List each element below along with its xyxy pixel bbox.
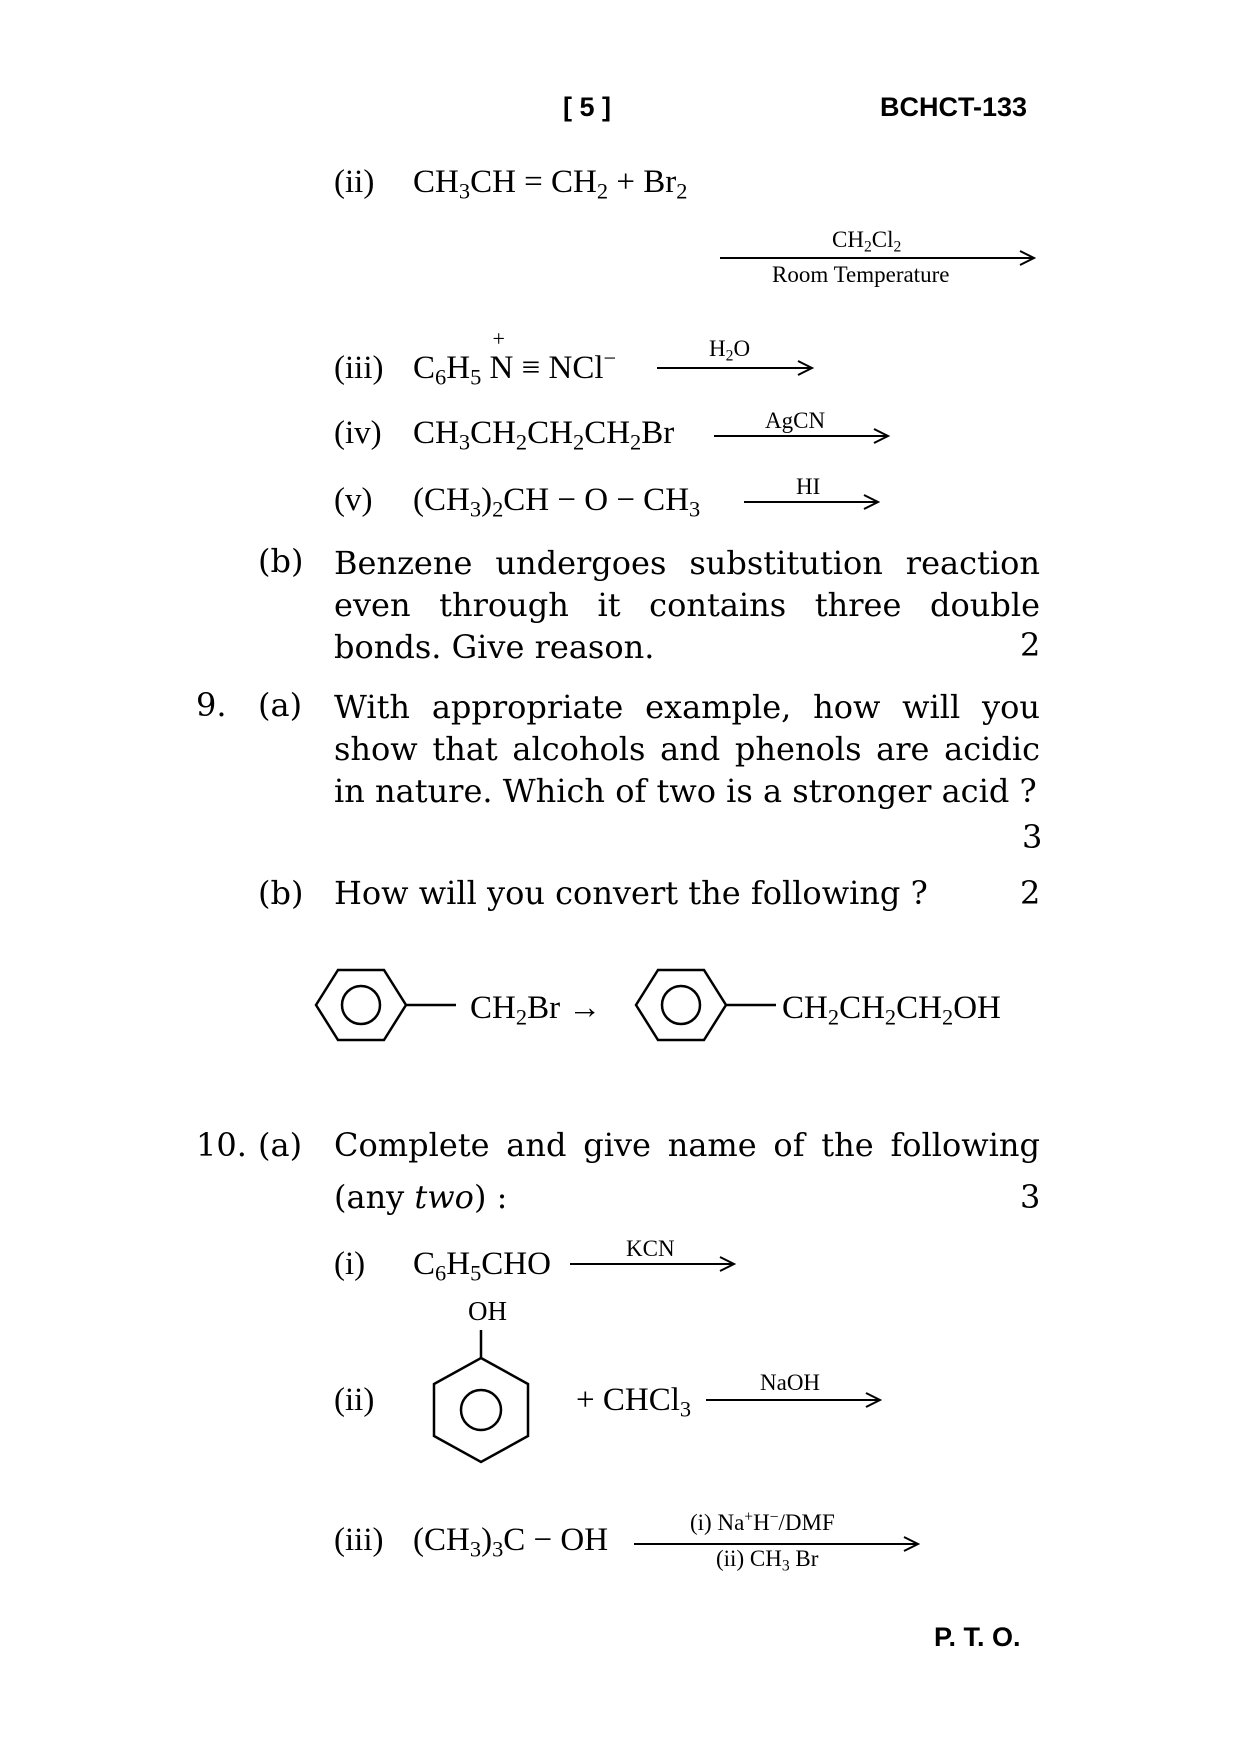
reaction-arrow-icon: [570, 1256, 740, 1272]
q8-iv-reactant: $CH_3CH_2CH_2CH_2Br$: [413, 415, 675, 455]
q10-ii-reagent: + CHCl$_3$: [576, 1382, 692, 1422]
q10-i-label: (i): [334, 1246, 366, 1282]
q10-a-label: (a): [258, 1126, 303, 1164]
q8-iii-condition: $H_2O$: [709, 336, 751, 365]
q8-iv-condition: AgCN: [765, 408, 826, 433]
q10-a-text: Complete and give name of the following: [334, 1126, 1040, 1164]
phenylpropanol-substituent: $CH_2CH_2CH_2OH$: [782, 990, 1001, 1030]
q10-number: 10.: [196, 1126, 247, 1164]
q9-number: 9.: [196, 686, 227, 724]
q10-iii-reactant: $(CH_3)_3C$ − OH: [413, 1522, 609, 1562]
q8-iii-label: (iii): [334, 350, 384, 386]
phenol-ring-icon: [420, 1330, 540, 1470]
q8-v-condition: HI: [796, 474, 821, 499]
q9-b-marks: 2: [1020, 874, 1041, 912]
q10-ii-condition: NaOH: [760, 1370, 821, 1395]
conversion-arrow: →: [568, 990, 602, 1026]
q10-i-condition: KCN: [626, 1236, 675, 1261]
q8-iii-reactant: $C_6H_5$ N + ≡ NCl−: [413, 326, 617, 390]
q8-b-label: (b): [258, 542, 304, 580]
page-number: [ 5 ]: [563, 92, 612, 122]
q8-ii-equation: $CH_3CH = CH_2 + Br_2$: [413, 164, 688, 204]
course-code: BCHCT-133: [880, 92, 1028, 122]
q8-ii-label: (ii): [334, 164, 375, 200]
q8-v-label: (v): [334, 482, 373, 518]
q8-v-reactant: $(CH_3)_2CH - O - CH_3$: [413, 482, 701, 522]
q10-iii-label: (iii): [334, 1522, 384, 1558]
q10-i-reactant: $C_6H_5CHO$: [413, 1246, 551, 1286]
q10-iii-condition-bottom: (ii) $CH_3$ Br: [716, 1546, 819, 1575]
benzyl-bromide-substituent: $CH_2Br$ →: [470, 990, 602, 1030]
q10-a-text-any-two: (any two) :: [334, 1178, 508, 1216]
pto-label: P. T. O.: [934, 1622, 1021, 1652]
phenol-oh-label: OH: [468, 1296, 507, 1326]
q8-ii-condition-top: $CH_2Cl_2$: [832, 227, 902, 256]
benzene-ring-icon: [300, 960, 460, 1050]
q8-ii-condition-bottom: Room Temperature: [772, 262, 950, 287]
reaction-arrow-icon: [714, 428, 894, 444]
q9-a-label: (a): [258, 686, 303, 724]
benzene-ring-icon: [620, 960, 780, 1050]
q10-a-marks: 3: [1020, 1178, 1041, 1216]
q8-b-marks: 2: [1020, 626, 1041, 664]
q9-b-text: How will you convert the following ?: [334, 874, 928, 912]
q9-a-text: With appropriate example, how will you show that alcohols and phenols are acidic in nature. Which of two is a stronger acid ?: [334, 688, 1040, 810]
reaction-arrow-icon: [706, 1392, 886, 1408]
q10-iii-condition-top: (i) Na+H−/DMF: [690, 1508, 835, 1535]
q10-ii-label: (ii): [334, 1382, 375, 1418]
q9-b-label: (b): [258, 874, 304, 912]
reaction-arrow-icon: [744, 494, 884, 510]
q9-a-marks: 3: [1022, 818, 1043, 856]
q8-b-text: Benzene undergoes substitution reaction even through it contains three double bonds. Give reason.: [334, 544, 1040, 666]
reaction-arrow-icon: [657, 360, 817, 376]
q8-iv-label: (iv): [334, 415, 382, 451]
